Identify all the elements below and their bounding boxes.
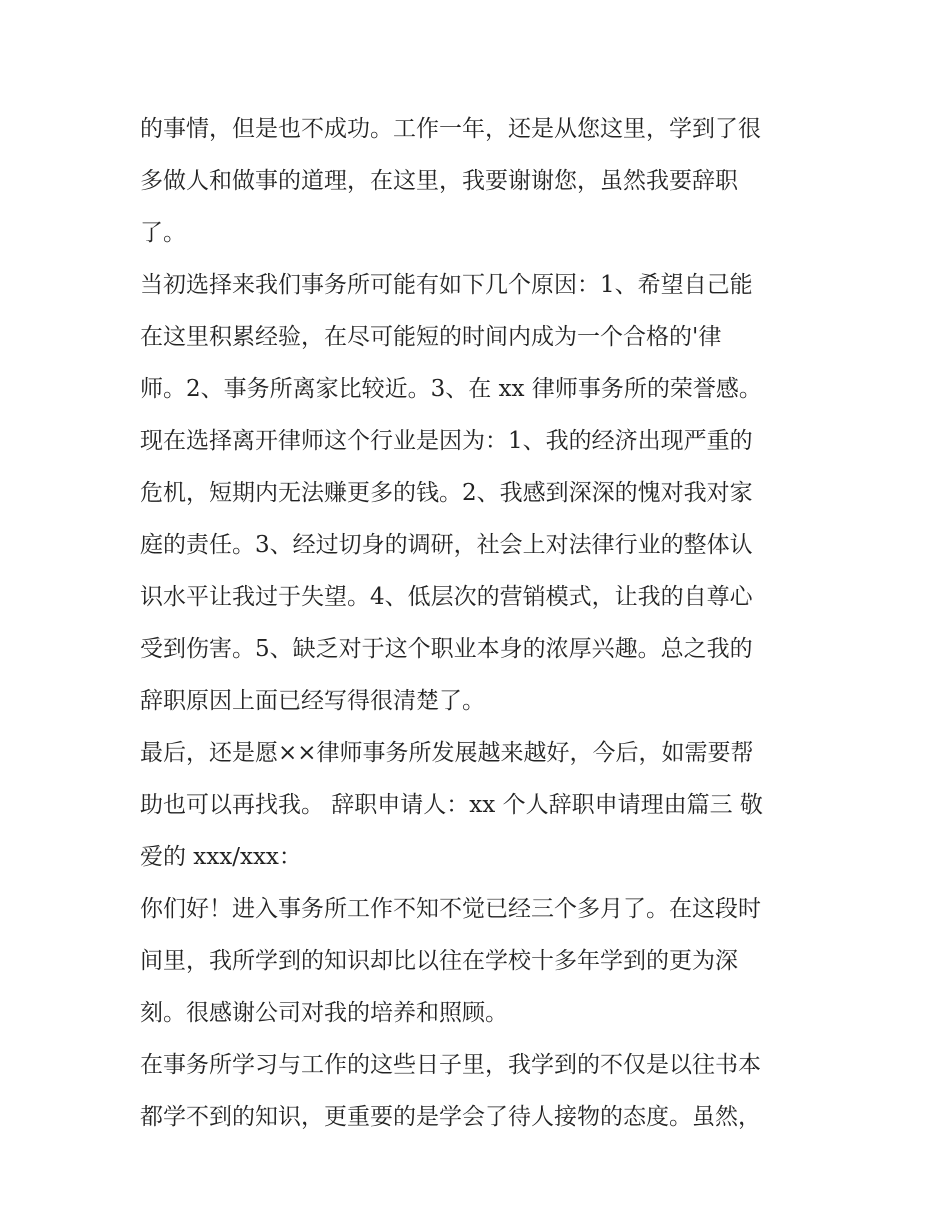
text-line: 当初选择来我们事务所可能有如下几个原因：1、希望自己能 (140, 272, 753, 298)
text-line: 的事情，但是也不成功。工作一年，还是从您这里，学到了很 (140, 116, 761, 142)
text-line: 你们好！进入事务所工作不知不觉已经三个多月了。在这段时 (140, 896, 761, 922)
text-line: 最后，还是愿××律师事务所发展越来越好，今后，如需要帮 (140, 740, 754, 766)
paragraph-1 (140, 103, 812, 259)
text-line: 庭的责任。3、经过切身的调研，社会上对法律行业的整体认 (140, 532, 753, 558)
text-line: 辞职原因上面已经写得很清楚了。 (140, 688, 485, 714)
paragraph-5 (140, 883, 812, 1039)
text-line: 爱的 xxx/xxx： (140, 844, 302, 870)
paragraph-6 (140, 1039, 812, 1143)
text-line: 多做人和做事的道理，在这里，我要谢谢您，虽然我要辞职 (140, 168, 738, 194)
text-line: 间里，我所学到的知识却比以往在学校十多年学到的更为深 (140, 948, 738, 974)
text-line: 助也可以再找我。 辞职申请人：xx 个人辞职申请理由篇三 敬 (140, 792, 763, 818)
text-line: 都学不到的知识，更重要的是学会了待人接物的态度。虽然， (140, 1104, 761, 1130)
text-line: 在事务所学习与工作的这些日子里，我学到的不仅是以往书本 (140, 1052, 761, 1078)
paragraph-4 (140, 727, 812, 883)
text-line: 受到伤害。5、缺乏对于这个职业本身的浓厚兴趣。总之我的 (140, 636, 753, 662)
text-line: 刻。很感谢公司对我的培养和照顾。 (140, 1000, 508, 1026)
text-line: 危机，短期内无法赚更多的钱。2、我感到深深的愧对我对家 (140, 480, 753, 506)
paragraph-3 (140, 415, 812, 727)
paragraph-2 (140, 259, 812, 415)
text-line: 了。 (140, 220, 186, 246)
text-line: 识水平让我过于失望。4、低层次的营销模式，让我的自尊心 (140, 584, 753, 610)
document-body (140, 103, 812, 1143)
text-line: 在这里积累经验，在尽可能短的时间内成为一个合格的'律 (140, 324, 722, 350)
text-line: 师。2、事务所离家比较近。3、在 xx 律师事务所的荣誉感。 (140, 376, 762, 402)
text-line: 现在选择离开律师这个行业是因为：1、我的经济出现严重的 (140, 428, 753, 454)
